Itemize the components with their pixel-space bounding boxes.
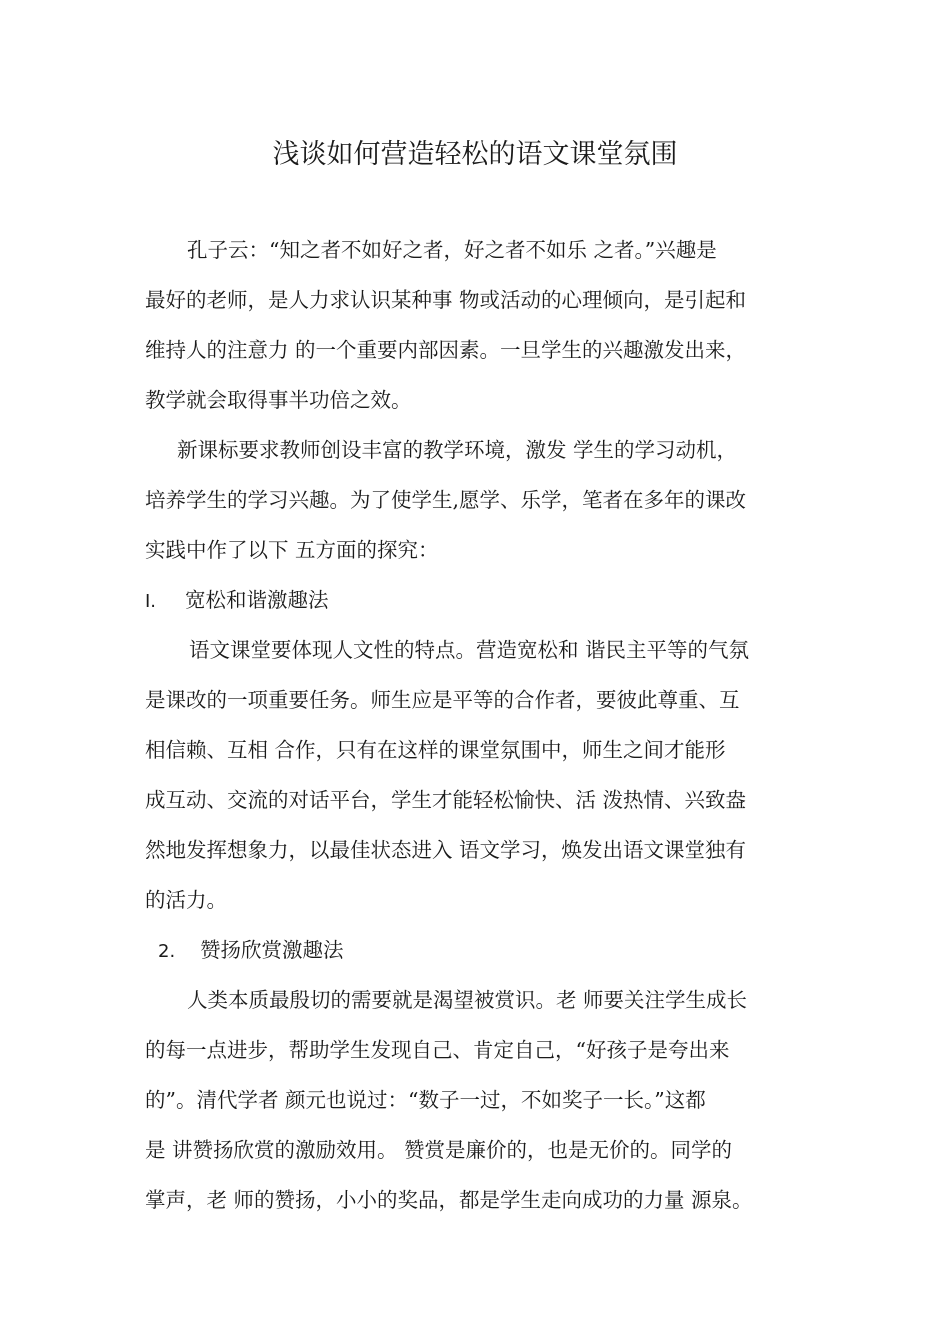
paragraph-line: 是课改的一项重要任务。师生应是平等的合作者，要彼此尊重、互 (145, 688, 740, 712)
paragraph-line: 是 讲赞扬欣赏的激励效用。 赞赏是廉价的，也是无价的。同学的 (145, 1138, 733, 1162)
paragraph-line: 新课标要求教师创设丰富的教学环境，激发 学生的学习动机， (177, 438, 738, 462)
paragraph-line: 最好的老师，是人力求认识某种事 物或活动的心理倾向，是引起和 (145, 288, 747, 312)
paragraph-line: 语文课堂要体现人文性的特点。营造宽松和 谐民主平等的气氛 (189, 638, 750, 662)
paragraph-line: 成互动、交流的对话平台，学生才能轻松愉快、活 泼热情、兴致盎 (145, 788, 747, 812)
section-heading (158, 936, 344, 966)
paragraph-line: 人类本质最殷切的需要就是渴望被赏识。老 师要关注学生成长 (187, 988, 748, 1012)
paragraph-line: 的每一点进步，帮助学生发现自己、肯定自己，“好孩子是夸出来 (145, 1038, 730, 1062)
section-heading-text: 赞扬欣赏激趣法 (200, 938, 344, 962)
paragraph-line: 维持人的注意力 的一个重要内部因素。一旦学生的兴趣激发出来， (145, 338, 747, 362)
section-number: I. (145, 591, 157, 612)
paragraph-line: 培养学生的学习兴趣。为了使学生,愿学、乐学，笔者在多年的课改 (145, 488, 747, 512)
paragraph-line: 相信赖、互相 合作，只有在这样的课堂氛围中，师生之间才能形 (145, 738, 726, 762)
paragraph-line: 掌声，老 师的赞扬，小小的奖品，都是学生走向成功的力量 源泉。 (145, 1188, 753, 1212)
document-title: 浅谈如何营造轻松的语文课堂氛围 (272, 139, 678, 170)
paragraph-line: 的”。清代学者 颜元也说过：“数子一过，不如奖子一长。”这都 (145, 1088, 706, 1112)
section-number: 2. (158, 941, 176, 962)
paragraph-line: 实践中作了以下 五方面的探究： (145, 538, 439, 562)
paragraph-line: 教学就会取得事半功倍之效。 (145, 388, 412, 412)
paragraph-line: 孔子云：“知之者不如好之者，好之者不如乐 之者。”兴趣是 (187, 238, 717, 262)
paragraph-line: 的活力。 (145, 888, 227, 912)
section-heading-text: 宽松和谐激趣法 (185, 588, 329, 612)
section-heading (145, 586, 329, 616)
paragraph-line: 然地发挥想象力，以最佳状态进入 语文学习，焕发出语文课堂独有 (145, 838, 747, 862)
